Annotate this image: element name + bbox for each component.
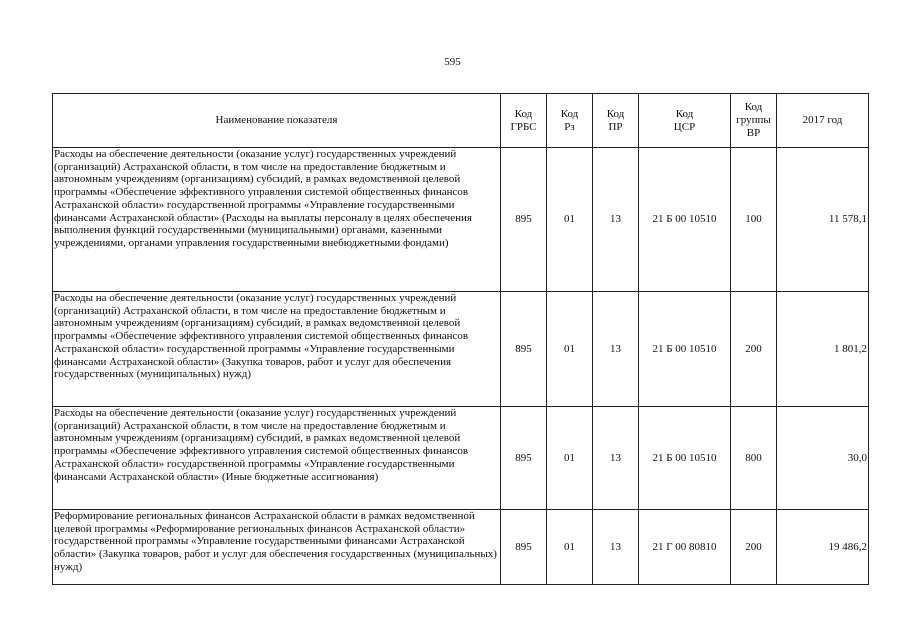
cell-grbs: 895 xyxy=(501,148,547,292)
cell-grbs: 895 xyxy=(501,292,547,407)
cell-amount-2017: 30,0 xyxy=(777,407,869,510)
cell-csr: 21 Б 00 10510 xyxy=(639,148,731,292)
cell-indicator-name: Расходы на обеспечение деятельности (оказание услуг) государственных учреждений (организаций) Астраханской области, в том числе на предоставление бюджетным и автономным учреждениям (организациям) субсидий, в рамках ведомственной целевой программы «Обеспечение эффективного управления системой общественных финансов Астраханской области» государственной программы «Управление государственными финансами Астраханской области» (Расходы на выплаты персоналу в целях обеспечения выполнения функций государственными (муниципальными) органами, казенными учреждениями, органами управления государственными внебюджетными фондами) xyxy=(53,148,501,292)
cell-vr: 200 xyxy=(731,292,777,407)
page-number: 595 xyxy=(444,56,461,68)
cell-grbs: 895 xyxy=(501,407,547,510)
cell-vr: 200 xyxy=(731,510,777,585)
cell-pr: 13 xyxy=(593,407,639,510)
cell-grbs: 895 xyxy=(501,510,547,585)
cell-rz: 01 xyxy=(547,148,593,292)
cell-rz: 01 xyxy=(547,510,593,585)
cell-amount-2017: 1 801,2 xyxy=(777,292,869,407)
table-row xyxy=(53,148,869,292)
cell-csr: 21 Г 00 80810 xyxy=(639,510,731,585)
table-row xyxy=(53,292,869,407)
cell-amount-2017: 11 578,1 xyxy=(777,148,869,292)
cell-amount-2017: 19 486,2 xyxy=(777,510,869,585)
cell-indicator-name: Расходы на обеспечение деятельности (оказание услуг) государственных учреждений (организаций) Астраханской области, в том числе на предоставление бюджетным и автономным учреждениям (организациям) субсидий, в рамках ведомственной целевой программы «Обеспечение эффективного управления системой общественных финансов Астраханской области» государственной программы «Управление государственными финансами Астраханской области» (Иные бюджетные ассигнования) xyxy=(53,407,501,510)
header-pr-code: Код ПР xyxy=(593,94,639,148)
cell-indicator-name: Реформирование региональных финансов Астраханской области в рамках ведомственной целевой программы «Реформирование региональных финансов Астраханской области» государственной программы «Управление государственными финансами Астраханской области» (Закупка товаров, работ и услуг для обеспечения государственных (муниципальных) нужд) xyxy=(53,510,501,585)
header-vr-code: Код группы ВР xyxy=(731,94,777,148)
cell-pr: 13 xyxy=(593,510,639,585)
table-row xyxy=(53,510,869,585)
budget-expenditure-table xyxy=(52,93,869,585)
header-indicator-name: Наименование показателя xyxy=(53,94,501,148)
header-rz-code: Код Рз xyxy=(547,94,593,148)
cell-csr: 21 Б 00 10510 xyxy=(639,292,731,407)
header-grbs-code: Код ГРБС xyxy=(501,94,547,148)
cell-indicator-name: Расходы на обеспечение деятельности (оказание услуг) государственных учреждений (организаций) Астраханской области, в том числе на предоставление бюджетным и автономным учреждениям (организациям) субсидий, в рамках ведомственной целевой программы «Обеспечение эффективного управления системой общественных финансов Астраханской области» государственной программы «Управление государственными финансами Астраханской области» (Закупка товаров, работ и услуг для обеспечения государственных (муниципальных) нужд) xyxy=(53,292,501,407)
cell-csr: 21 Б 00 10510 xyxy=(639,407,731,510)
cell-vr: 800 xyxy=(731,407,777,510)
cell-rz: 01 xyxy=(547,292,593,407)
cell-rz: 01 xyxy=(547,407,593,510)
cell-pr: 13 xyxy=(593,292,639,407)
header-csr-code: Код ЦСР xyxy=(639,94,731,148)
cell-vr: 100 xyxy=(731,148,777,292)
table-header-row xyxy=(53,94,869,148)
table-row xyxy=(53,407,869,510)
cell-pr: 13 xyxy=(593,148,639,292)
header-year-2017: 2017 год xyxy=(777,94,869,148)
